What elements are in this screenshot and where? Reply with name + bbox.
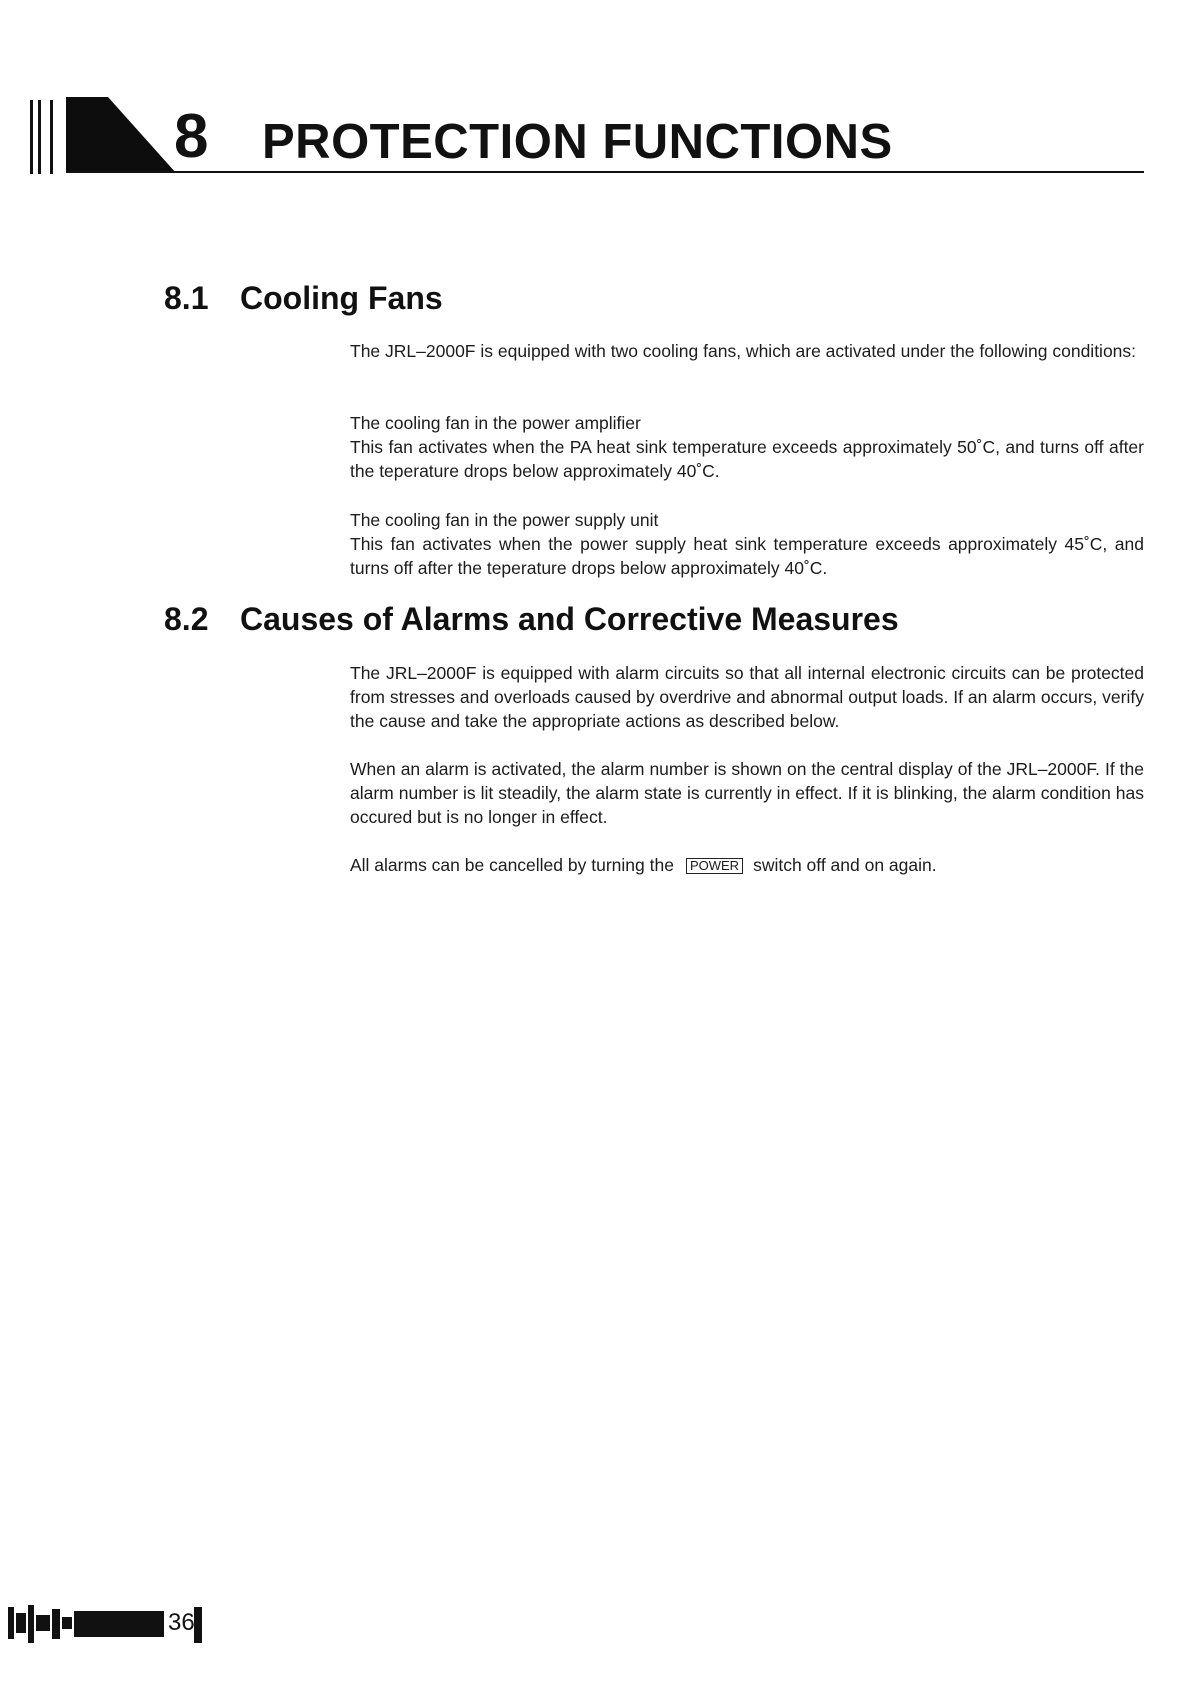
pa-fan-heading: The cooling fan in the power amplifier [350, 413, 641, 433]
section-title-alarms: Causes of Alarms and Corrective Measures [240, 601, 899, 637]
section-number-cooling: 8.1 [164, 280, 209, 316]
alarm-cancel-text-after: switch off and on again. [753, 855, 937, 875]
header-rule-3 [50, 100, 53, 174]
chapter-title: PROTECTION FUNCTIONS [262, 115, 893, 169]
page-number: 36 [168, 1609, 195, 1636]
pa-fan-text: This fan activates when the PA heat sink temperature exceeds approximately 50˚C, and turns off after the teperature drops below approximately 40˚C. [350, 437, 1144, 481]
paragraph-cooling-intro: The JRL–2000F is equipped with two cooling fans, which are activated under the following conditions: [350, 341, 1137, 361]
paragraph-alarm-cancel [350, 853, 1144, 877]
psu-fan-text: This fan activates when the power supply heat sink temperature exceeds approximately 45˚C, and turns off after the teperature drops below approximately 40˚C. [350, 534, 1144, 578]
paragraph-alarm-display: When an alarm is activated, the alarm number is shown on the central display of the JRL–2000F. If the alarm number is lit steadily, the alarm state is currently in effect. If it is blinking, the alarm condition has occured but is no longer in effect. [350, 759, 1144, 827]
chapter-underline [66, 171, 1144, 173]
psu-fan-heading: The cooling fan in the power supply unit [350, 510, 659, 530]
paragraph-pa-fan [350, 411, 1144, 483]
section-number-alarms: 8.2 [164, 601, 209, 637]
header-rule-2 [38, 100, 41, 174]
header-rule-1 [30, 100, 33, 174]
section-title-cooling: Cooling Fans [240, 280, 443, 316]
chapter-number: 8 [174, 102, 209, 171]
chapter-tab-graphic [66, 97, 176, 173]
paragraph-psu-fan [350, 508, 1144, 580]
paragraph-alarms-intro: The JRL–2000F is equipped with alarm circuits so that all internal electronic circuits can be protected from stresses and overloads caused by overdrive and abnormal output loads. If an alarm occurs, verify the cause and take the appropriate actions as described below. [350, 663, 1144, 731]
power-key-label: POWER [686, 858, 743, 874]
alarm-cancel-text-before: All alarms can be cancelled by turning the [350, 855, 674, 875]
